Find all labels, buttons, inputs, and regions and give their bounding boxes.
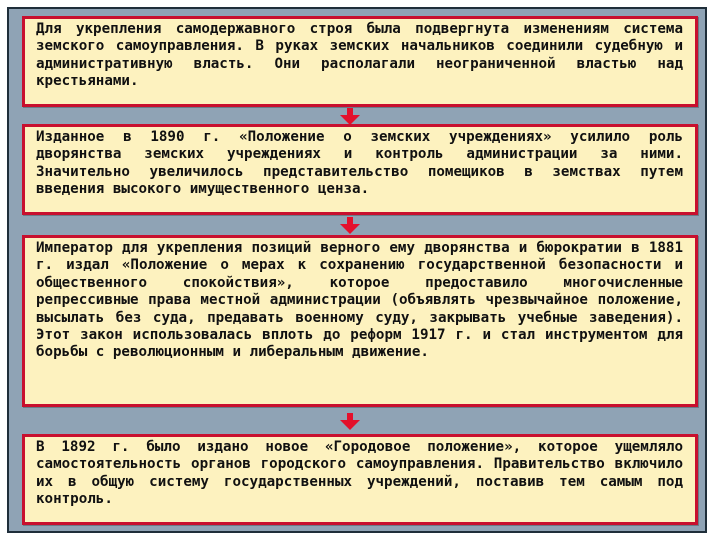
text-block-1881-statute bbox=[22, 235, 698, 407]
text-block-body: Император для укрепления позиций верного ему дворянства и бюрократии в 1881 г. издал «Положение о мерах к сохранению государственной безопасности и общественного спокойствия», которое предоставило многочисленные репрессивные права местной администрации (объявлять чрезвычайное положение, высылать без суда, предавать военному суду, закрывать учебные заведения). Этот закон использовалась вплоть до реформ 1917 г. и стал инструментом для борьбы с революционным и либеральным движение. bbox=[36, 240, 683, 361]
text-block-zemstvo-reform bbox=[22, 16, 698, 107]
text-block-1890-statute bbox=[22, 124, 698, 215]
down-arrow-icon bbox=[339, 108, 361, 125]
down-arrow-icon bbox=[339, 217, 361, 234]
down-arrow-icon bbox=[339, 413, 361, 430]
text-block-body: Для укрепления самодержавного строя была подвергнута изменениям система земского самоуправления. В руках земских начальников соединили судебную и административную власть. Они располагали неограниченной властью над крестьянами. bbox=[36, 21, 683, 90]
text-block-body: В 1892 г. было издано новое «Городовое положение», которое ущемляло самостоятельность органов городского самоуправления. Правительство включило их в общую систему государственных учреждений, поставив тем самым под контроль. bbox=[36, 439, 683, 508]
text-block-1892-city-statute bbox=[22, 434, 698, 525]
text-block-body: Изданное в 1890 г. «Положение о земских учреждениях» усилило роль дворянства земских учреждениях и контроль администрации за ними. Значительно увеличилось представительство помещиков в земствах путем введения высокого имущественного ценза. bbox=[36, 129, 683, 198]
